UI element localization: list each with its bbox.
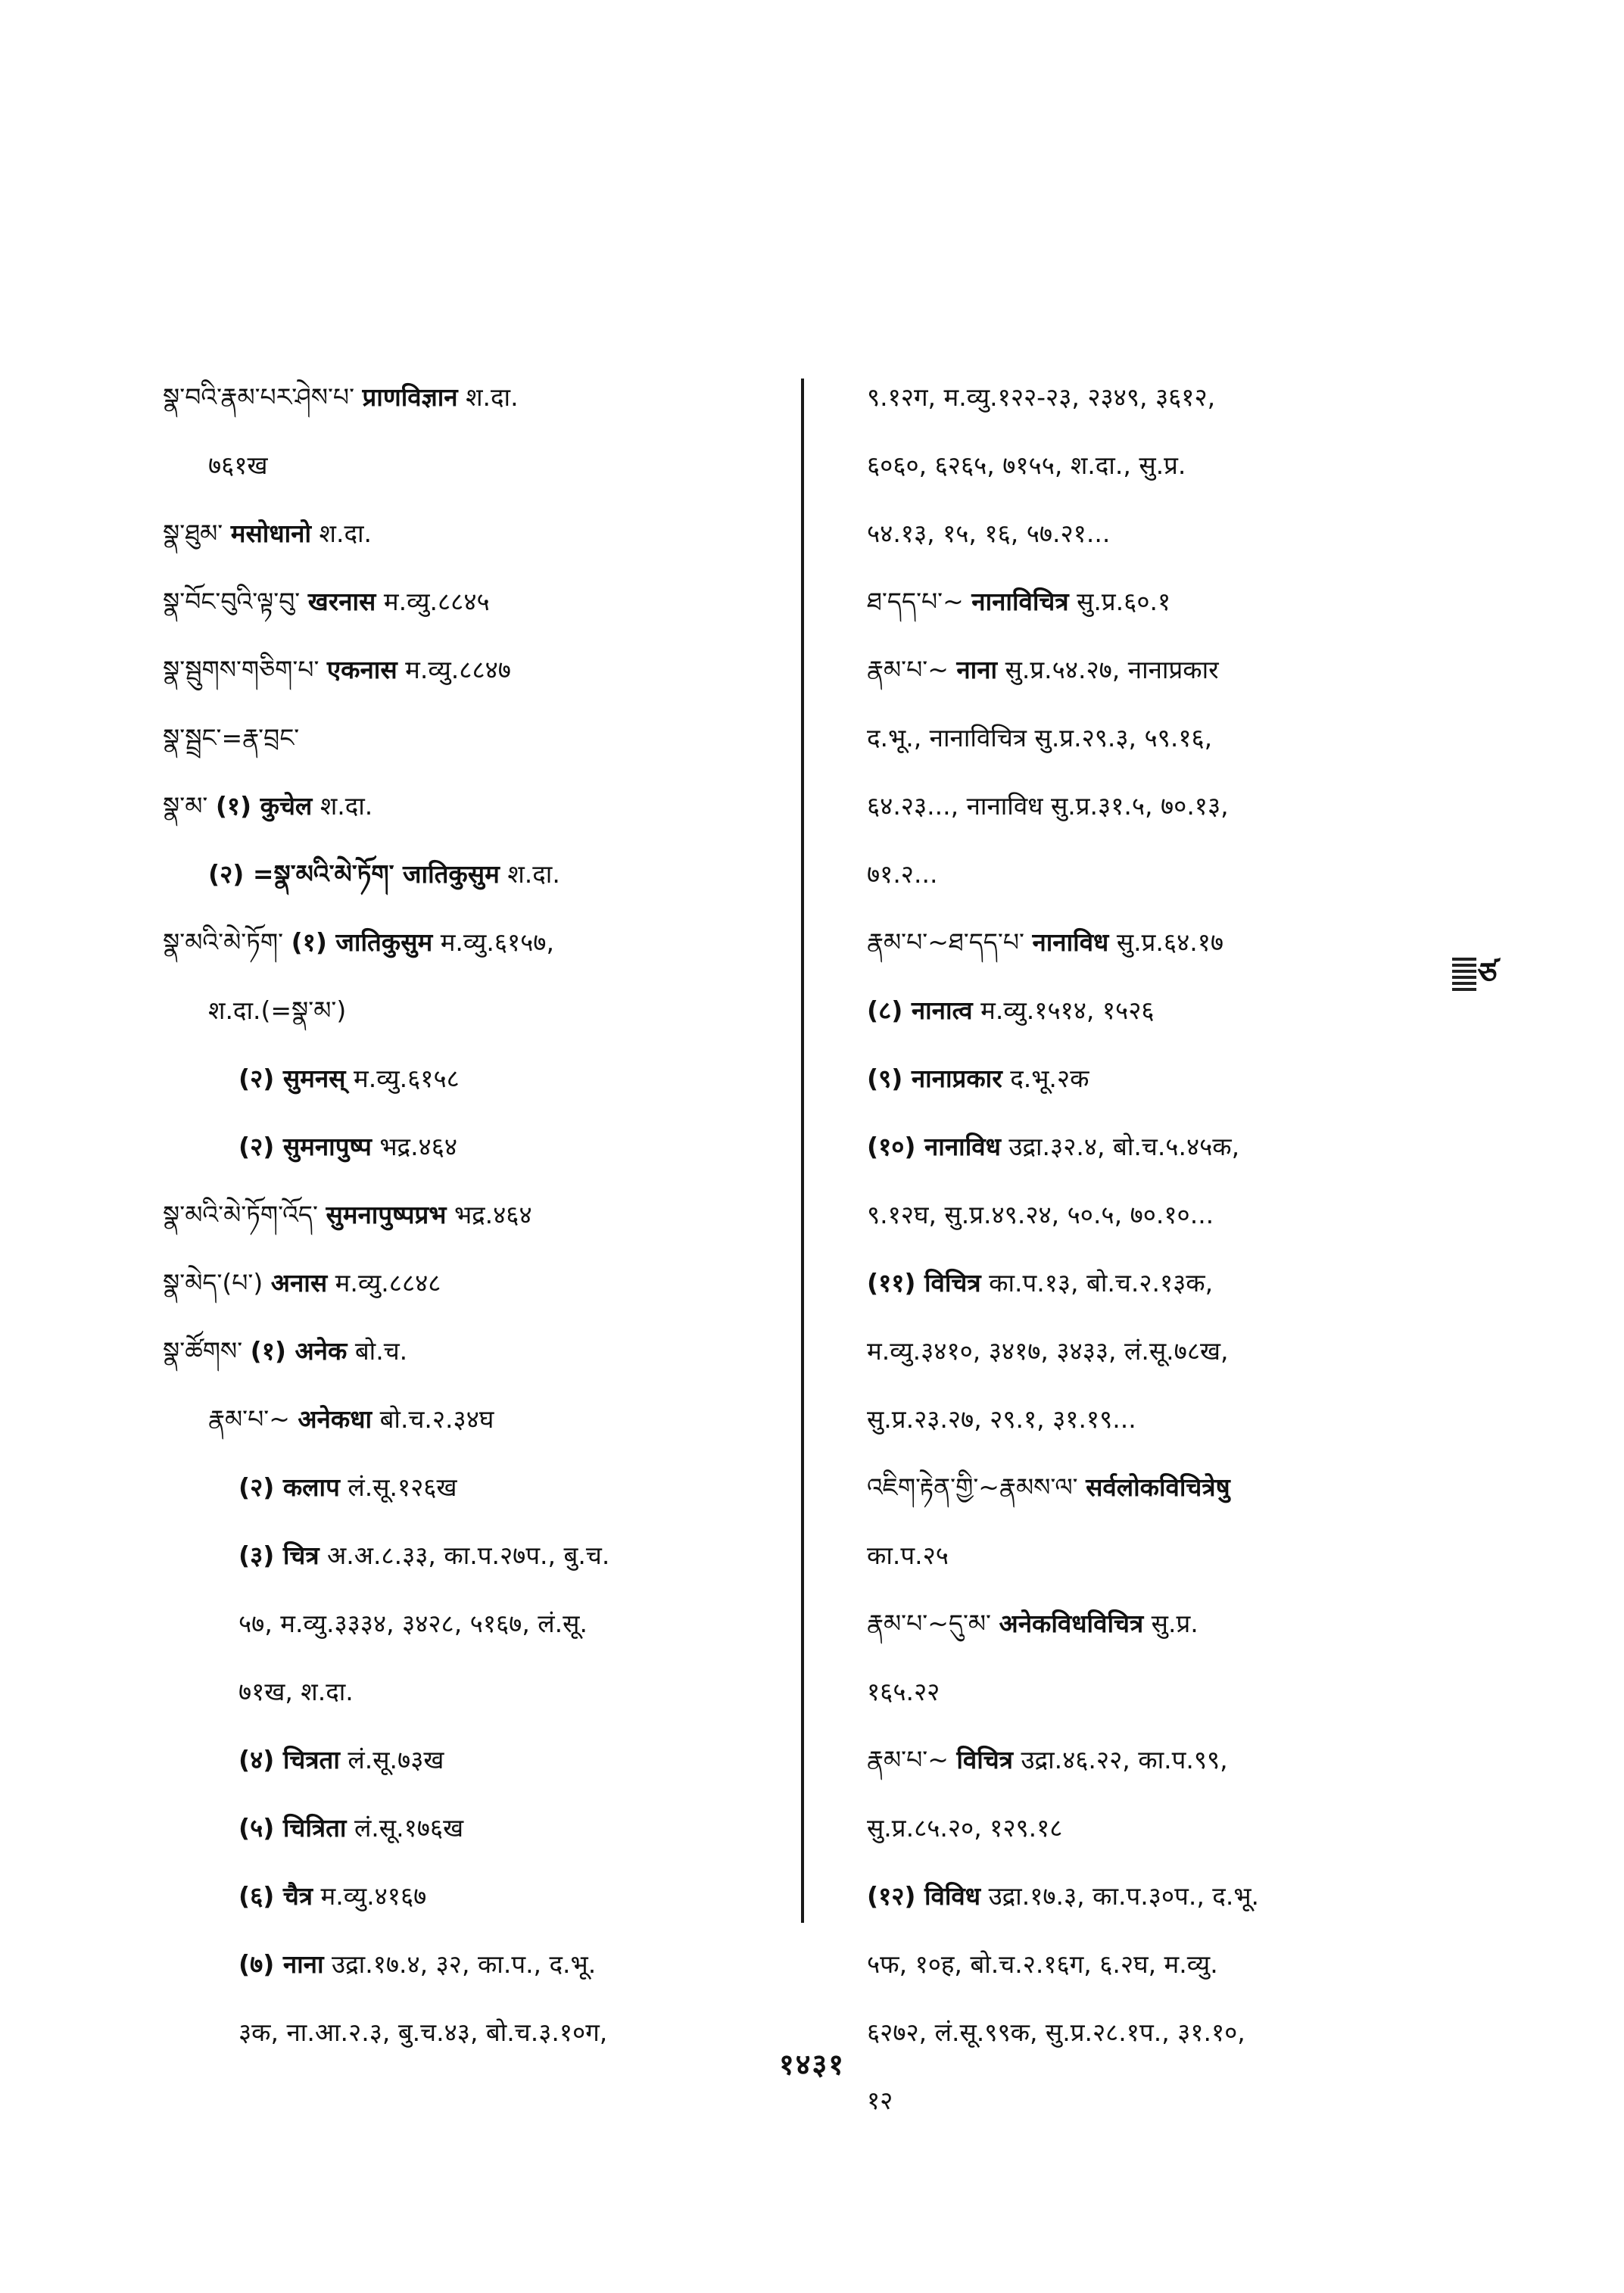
entry-line	[163, 1113, 791, 1181]
source-reference: ५७, म.व्यु.३३३४, ३४२८, ५१६७, लं.सू.	[238, 1609, 588, 1638]
entry-line	[867, 1590, 1442, 1658]
source-reference: ७१ख, श.दा.	[238, 1677, 354, 1706]
sanskrit-equivalent: (८) नानात्व	[867, 995, 973, 1025]
entry-line	[163, 1453, 791, 1522]
sanskrit-equivalent: (१०) नानाविध	[867, 1132, 1001, 1161]
source-reference: म.व्यु.३४१०, ३४१७, ३४३३, लं.सू.७८ख,	[867, 1336, 1229, 1366]
entry-line	[163, 1181, 791, 1249]
tibetan-headword: རྣམ་པ་~	[208, 1404, 290, 1434]
tibetan-headword: སྣ་བོང་བུའི་ལྟ་བུ་	[163, 587, 301, 616]
source-reference: ७१.२...	[867, 859, 938, 889]
entry-line	[867, 1113, 1442, 1181]
entry-line	[163, 1522, 791, 1590]
entry-line	[163, 568, 791, 636]
sanskrit-equivalent: नाना	[956, 655, 998, 684]
sanskrit-equivalent: एकनास	[326, 655, 397, 684]
sanskrit-equivalent: (११) विचित्र	[867, 1268, 981, 1298]
source-reference: उद्रा.३२.४, बो.च.५.४५क,	[1008, 1132, 1240, 1161]
source-reference: ५फ, १०ह, बो.च.२.१६ग, ६.२घ, म.व्यु.	[867, 1949, 1218, 1979]
source-reference: श.दा.	[319, 519, 372, 548]
entry-line	[163, 500, 791, 568]
entry-line	[163, 1385, 791, 1453]
sanskrit-equivalent: नानाविचित्र	[971, 587, 1069, 616]
entry-line	[867, 704, 1442, 772]
thumb-index-bars	[1452, 958, 1476, 991]
entry-line	[163, 908, 791, 977]
tibetan-headword: རྣམ་པ་~ཐ་དད་པ་	[867, 927, 1024, 957]
thumb-index-letter: ཙ	[1478, 957, 1498, 992]
entry-line	[163, 1726, 791, 1794]
sanskrit-equivalent: (१) जातिकुसुम	[291, 927, 433, 957]
tibetan-headword: སྣ་སྦྲང་=རྣ་བྲང་	[163, 723, 300, 752]
tibetan-headword: སྣ་ཚོགས་	[163, 1336, 243, 1366]
source-reference: बो.च.२.३४घ	[379, 1404, 494, 1434]
tibetan-headword: རྣམ་པ་~དུ་མ་	[867, 1609, 991, 1638]
sanskrit-equivalent: (७) नाना	[238, 1949, 324, 1979]
source-reference: द.भू.२क	[1010, 1064, 1089, 1093]
source-reference: श.दा.	[507, 859, 560, 889]
sanskrit-equivalent: (१) कुचेल	[215, 791, 313, 821]
entry-line	[867, 1249, 1442, 1317]
entry-line	[163, 636, 791, 704]
entry-line	[867, 840, 1442, 908]
source-reference: ७६१ख	[208, 450, 268, 480]
sanskrit-equivalent: (१२) विविध	[867, 1881, 981, 1911]
source-reference: म.व्यु.१५१४, १५२६	[980, 995, 1155, 1025]
source-reference: लं.सू.१७६ख	[354, 1813, 464, 1843]
sanskrit-equivalent: खरनास	[307, 587, 376, 616]
entry-line	[867, 977, 1442, 1045]
entry-line	[163, 772, 791, 840]
entry-line	[163, 431, 791, 500]
source-reference: १६५.२२	[867, 1677, 940, 1706]
source-reference: म.व्यु.६१५८	[353, 1064, 460, 1093]
sanskrit-equivalent: विचित्र	[956, 1745, 1013, 1774]
tibetan-headword: རྣམ་པ་~	[867, 1745, 949, 1774]
tibetan-headword: འཇིག་རྟེན་གྱི་~རྣམས་ལ་	[867, 1472, 1078, 1502]
entry-line	[867, 1453, 1442, 1522]
sanskrit-equivalent: (२) सुमनापुष्प	[238, 1132, 372, 1161]
source-reference: बो.च.	[354, 1336, 408, 1366]
entry-line	[867, 636, 1442, 704]
sanskrit-equivalent: (६) चैत्र	[238, 1881, 313, 1911]
sanskrit-equivalent: सुमनापुष्पप्रभ	[326, 1200, 447, 1229]
entry-line	[867, 568, 1442, 636]
tibetan-headword: སྣ་མའི་མེ་ཏོག་འོད་	[163, 1200, 318, 1229]
source-reference: श.दा.	[466, 382, 519, 412]
entry-line	[867, 363, 1442, 431]
entry-line	[867, 1385, 1442, 1453]
tibetan-headword: སྣ་སྦུགས་གཅིག་པ་	[163, 655, 320, 684]
source-reference: द.भू., नानाविचित्र सु.प्र.२९.३, ५९.१६,	[867, 723, 1213, 752]
source-reference: सु.प्र.५४.२७, नानाप्रकार	[1005, 655, 1219, 684]
source-reference: उद्रा.१७.३, का.प.३०प., द.भू.	[988, 1881, 1260, 1911]
source-reference: १२	[867, 2086, 893, 2115]
sanskrit-equivalent: (२) =སྣ་མའི་མེ་ཏོག་ जातिकुसुम	[208, 859, 500, 889]
source-reference: सु.प्र.६०.१	[1077, 587, 1171, 616]
entry-line	[867, 1930, 1442, 1999]
entry-line	[867, 500, 1442, 568]
sanskrit-equivalent: (१) अनेक	[250, 1336, 348, 1366]
entry-line	[867, 1658, 1442, 1726]
sanskrit-equivalent: अनेकधा	[298, 1404, 372, 1434]
sanskrit-equivalent: (३) चित्र	[238, 1541, 320, 1570]
column-divider	[801, 379, 804, 1923]
thumb-index-marker	[1452, 955, 1499, 993]
right-column	[867, 363, 1442, 2135]
source-reference: ९.१२घ, सु.प्र.४९.२४, ५०.५, ७०.१०...	[867, 1200, 1214, 1229]
source-reference: श.दा.	[320, 791, 373, 821]
entry-line	[867, 1522, 1442, 1590]
tibetan-headword: སྣ་བའི་རྣམ་པར་ཤེས་པ་	[163, 382, 355, 412]
source-reference: म.व्यु.८८४७	[405, 655, 511, 684]
source-reference: म.व्यु.८८४८	[335, 1268, 441, 1298]
tibetan-headword: སྣ་མ་	[163, 791, 208, 821]
sanskrit-equivalent: (५) चित्रिता	[238, 1813, 347, 1843]
source-reference: सु.प्र.२३.२७, २९.१, ३१.१९...	[867, 1404, 1136, 1434]
entry-line	[867, 1181, 1442, 1249]
entry-line	[867, 431, 1442, 500]
entry-line	[163, 1590, 791, 1658]
source-reference: ३क, ना.आ.२.३, बु.च.४३, बो.च.३.१०ग,	[238, 2017, 608, 2047]
source-reference: ९.१२ग, म.व्यु.१२२-२३, २३४९, ३६१२,	[867, 382, 1216, 412]
source-reference: अ.अ.८.३३, का.प.२७प., बु.च.	[327, 1541, 610, 1570]
source-reference: ६४.२३..., नानाविध सु.प्र.३१.५, ७०.१३,	[867, 791, 1229, 821]
tibetan-headword: སྣ་མེད་(པ་)	[163, 1268, 263, 1298]
page-number: १४३१	[778, 2048, 846, 2081]
sanskrit-equivalent: नानाविध	[1032, 927, 1109, 957]
source-reference: का.प.१३, बो.च.२.१३क,	[989, 1268, 1214, 1298]
entry-line	[867, 772, 1442, 840]
source-reference: ६०६०, ६२६५, ७१५५, श.दा., सु.प्र.	[867, 450, 1186, 480]
source-reference: ६२७२, लं.सू.९९क, सु.प्र.२८.१प., ३१.१०,	[867, 2017, 1245, 2047]
tibetan-headword: རྣམ་པ་~	[867, 655, 949, 684]
sanskrit-equivalent: (४) चित्रता	[238, 1745, 340, 1774]
source-reference: का.प.२५	[867, 1541, 949, 1570]
source-reference: सु.प्र.	[1151, 1609, 1199, 1638]
source-reference: उद्रा.१७.४, ३२, का.प., द.भू.	[332, 1949, 597, 1979]
sanskrit-equivalent: मसोधानो	[230, 519, 312, 548]
source-reference: भद्र.४६४	[379, 1132, 458, 1161]
source-reference: ५४.१३, १५, १६, ५७.२१...	[867, 519, 1111, 548]
entry-line	[163, 840, 791, 908]
entry-line	[867, 1726, 1442, 1794]
entry-line	[163, 363, 791, 431]
entry-line	[163, 1862, 791, 1930]
sanskrit-equivalent: सर्वलोकविचित्रेषु	[1086, 1472, 1230, 1502]
entry-line	[163, 704, 791, 772]
entry-line	[163, 1249, 791, 1317]
entry-line	[867, 1862, 1442, 1930]
source-reference: लं.सू.७३ख	[348, 1745, 444, 1774]
tibetan-headword: སྣ་མའི་མེ་ཏོག་	[163, 927, 284, 957]
sanskrit-equivalent: अनास	[270, 1268, 328, 1298]
left-column	[163, 363, 791, 2067]
tibetan-headword: ཐ་དད་པ་~	[867, 587, 964, 616]
source-reference: उद्रा.४६.२२, का.प.९९,	[1021, 1745, 1228, 1774]
entry-line	[163, 1045, 791, 1113]
sanskrit-equivalent: (९) नानाप्रकार	[867, 1064, 1002, 1093]
sanskrit-equivalent: प्राणविज्ञान	[362, 382, 458, 412]
entry-line	[163, 1794, 791, 1862]
entry-line	[867, 1045, 1442, 1113]
source-reference: सु.प्र.८५.२०, १२९.१८	[867, 1813, 1063, 1843]
sanskrit-equivalent: (२) कलाप	[238, 1472, 340, 1502]
tibetan-headword: སྣ་ཐུམ་	[163, 519, 223, 548]
source-reference: म.व्यु.४१६७	[320, 1881, 427, 1911]
entry-line	[163, 1930, 791, 1999]
entry-line	[867, 1317, 1442, 1385]
entry-line	[867, 1794, 1442, 1862]
source-reference: लं.सू.१२६ख	[348, 1472, 457, 1502]
entry-line	[867, 908, 1442, 977]
sanskrit-equivalent: (२) सुमनस्	[238, 1064, 346, 1093]
source-reference: श.दा.(=སྣ་མ་)	[208, 995, 347, 1025]
entry-line	[163, 1317, 791, 1385]
entry-line	[163, 977, 791, 1045]
source-reference: सु.प्र.६४.१७	[1116, 927, 1224, 957]
source-reference: म.व्यु.६१५७,	[440, 927, 554, 957]
source-reference: म.व्यु.८८४५	[383, 587, 490, 616]
source-reference: भद्र.४६४	[454, 1200, 532, 1229]
entry-line	[163, 1658, 791, 1726]
sanskrit-equivalent: अनेकविधविचित्र	[999, 1609, 1144, 1638]
